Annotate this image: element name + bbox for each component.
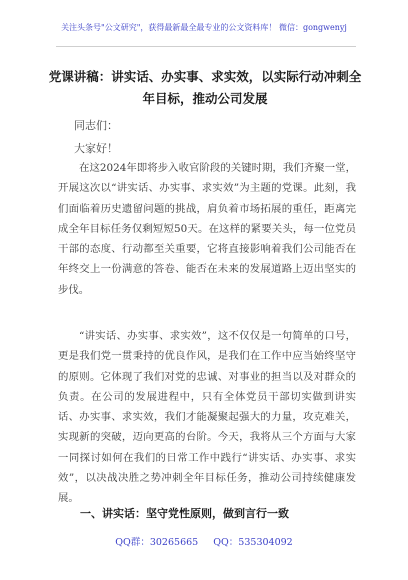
title-line-1: 党课讲稿：讲实话、办实事、求实效，以实际行动冲刺全 — [48, 69, 362, 84]
footer-qq: QQ：535304092 — [213, 537, 293, 548]
title-line-2: 年目标，推动公司发展 — [142, 91, 268, 106]
salutation: 同志们： — [74, 119, 118, 132]
header-divider — [56, 46, 356, 47]
footer-contact — [0, 534, 408, 548]
section-heading-1: 一、讲实话：坚守党性原则，做到言行一致 — [80, 507, 289, 520]
document-title — [40, 66, 370, 110]
greeting: 大家好！ — [74, 142, 118, 155]
paragraph-1: 在这2024年即将步入收官阶段的关键时期，我们齐聚一堂，开展这次以“讲实话、办实事、求实效”为主题的党课。此刻，我们面临着历史遗留问题的挑战，肩负着市场拓展的重任，距离完成全年目标任务仅剩短短50天。在这样的紧要关头，每一位党员干部的态度、行动都至关重要，它将直接影响着我们公司能否在年终交上一份满意的答卷、能否在未来的发展道路上迈出坚实的步伐。 — [58, 162, 356, 296]
footer-qq-group: QQ群：30265665 — [115, 537, 199, 548]
paragraph-2: “讲实话、办实事、求实效”，这不仅仅是一句简单的口号，更是我们党一贯秉持的优良作风，是我们在工作中应当始终坚守的原则。它体现了我们对党的忠诚、对事业的担当以及对群众的负责。在公司的发展进程中，只有全体党员干部切实做到讲实话、办实事、求实效，我们才能凝聚起强大的力量，攻克难关，实现新的突破，迈向更高的台阶。今天，我将从三个方面与大家一同探讨如何在我们的日常工作中践行“讲实话、办实事、求实效”，以决战决胜之势冲刺全年目标任务，推动公司持续健康发展。 — [58, 330, 356, 505]
header-banner: 关注头条号"公文研究"，获得最新最全最专业的公文资料库！ 微信：gongwenyj — [61, 23, 347, 32]
